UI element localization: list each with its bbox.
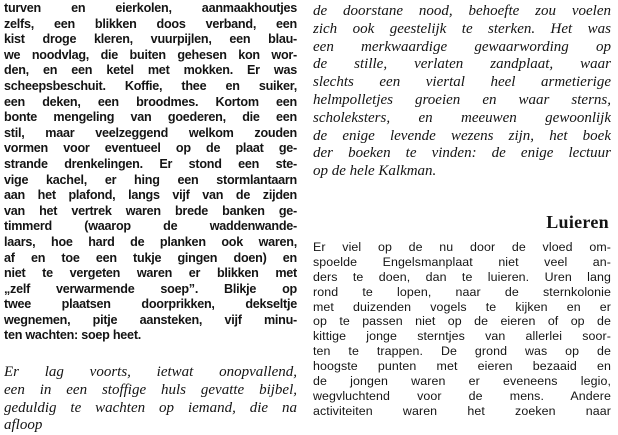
- text-line: strande drenkelingen. Er stond een ste-: [4, 156, 297, 171]
- text-line: ten te trappen. De grond was op de: [313, 344, 611, 359]
- text-line: „zelf verwarmende soep”. Blikje op: [4, 281, 297, 296]
- text-line: ders te doen, dan te luieren. Uren lang: [313, 269, 611, 284]
- text-line: de enige levende wezens zijn, het boek: [313, 127, 611, 144]
- text-line: hoogste punten met eieren bezaaid en: [313, 359, 611, 374]
- text-line: met duizenden vogels te kijken en er: [313, 299, 611, 314]
- text-line: twee plaatsen doorprikken, dekseltje: [4, 297, 297, 312]
- text-line: af en toe een tukje gingen doen) en: [4, 250, 297, 265]
- text-line: vormen voor eventueel op de plaat ge-: [4, 141, 297, 156]
- text-line: timmerd (waarop de waddenwande-: [4, 219, 297, 234]
- text-line: we noodvlag, die buiten gehesen kon wor-: [4, 47, 297, 62]
- text-line: een in een stoffige huls gevatte bijbel,: [4, 381, 297, 398]
- text-line: afloop: [4, 417, 43, 434]
- left-italic-paragraph: [4, 364, 297, 435]
- text-line: wegnemen, pitje aansteken, vijf minu-: [4, 312, 297, 327]
- text-line: slechts een viertal heel armetierige: [313, 74, 611, 91]
- text-line: stil, maar veelzeggend welkom zouden: [4, 125, 297, 140]
- text-line: activiteiten waren het zoeken naar: [313, 403, 611, 418]
- text-line: zich ook geestelijk te sterken. Het was: [313, 20, 611, 37]
- text-line: de doorstane nood, behoefte zou voelen: [313, 3, 611, 19]
- text-line: scholeksters, en meeuwen gewoonlijk: [313, 109, 611, 126]
- text-line: rond te lopen, naar de sternkolonie: [313, 284, 611, 299]
- text-line: een merkwaardige gewaarwording op: [313, 38, 611, 55]
- text-line: zelfs, een blikken doos verband, een: [4, 16, 297, 31]
- text-line: turven en eierkolen, aanmaakhoutjes: [4, 1, 297, 15]
- text-line: bonte mengeling van goederen, die een: [4, 110, 297, 125]
- text-line: den, en een ketel met mokken. Er was: [4, 63, 297, 78]
- text-line: scheepsbeschuit. Koffie, thee en suiker,: [4, 78, 297, 93]
- text-line: een deken, een broodmes. Kortom een: [4, 94, 297, 109]
- text-line: de stille, verlaten zandplaat, waar: [313, 56, 611, 73]
- text-line: aan het plafond, langs vijf van de zijden: [4, 188, 297, 203]
- section-heading: Luieren: [546, 212, 609, 232]
- text-line: de jongen waren er eveneens legio,: [313, 374, 611, 389]
- text-line: kittige jonge sterntjes van allerlei soor-: [313, 329, 611, 344]
- text-line: laars, hoe hard de planken ook waren,: [4, 234, 297, 249]
- text-line: vige kachel, er hing een stormlantaarn: [4, 172, 297, 187]
- right-italic-paragraph: [313, 3, 611, 181]
- text-line: op de hele Kalkman.: [313, 163, 437, 180]
- text-line: kist droge kleren, vuurpijlen, een blau-: [4, 32, 297, 47]
- text-line: op te passen niet op de eieren of op de: [313, 314, 611, 329]
- text-line: Er lag voorts, ietwat onopvallend,: [4, 364, 297, 380]
- text-line: spoelde Engelsmanplaat niet veel an-: [313, 254, 611, 269]
- left-bold-paragraph: [4, 1, 297, 344]
- text-line: Er viel op de nu door de vloed om-: [313, 240, 611, 254]
- text-line: geduldig te wachten op iemand, die na: [4, 399, 297, 416]
- text-line: wegvluchtend voor de mens. Andere: [313, 388, 611, 403]
- text-line: helmpolletjes groeien en waar sterns,: [313, 91, 611, 108]
- right-plain-paragraph: [313, 240, 611, 419]
- text-line: van het vertrek waren brede banken ge-: [4, 203, 297, 218]
- text-line: der boeken te vinden: de enige lectuur: [313, 145, 611, 162]
- text-line: niet te vergeten waren er blikken met: [4, 266, 297, 281]
- text-line: ten wachten: soep heet.: [4, 328, 142, 343]
